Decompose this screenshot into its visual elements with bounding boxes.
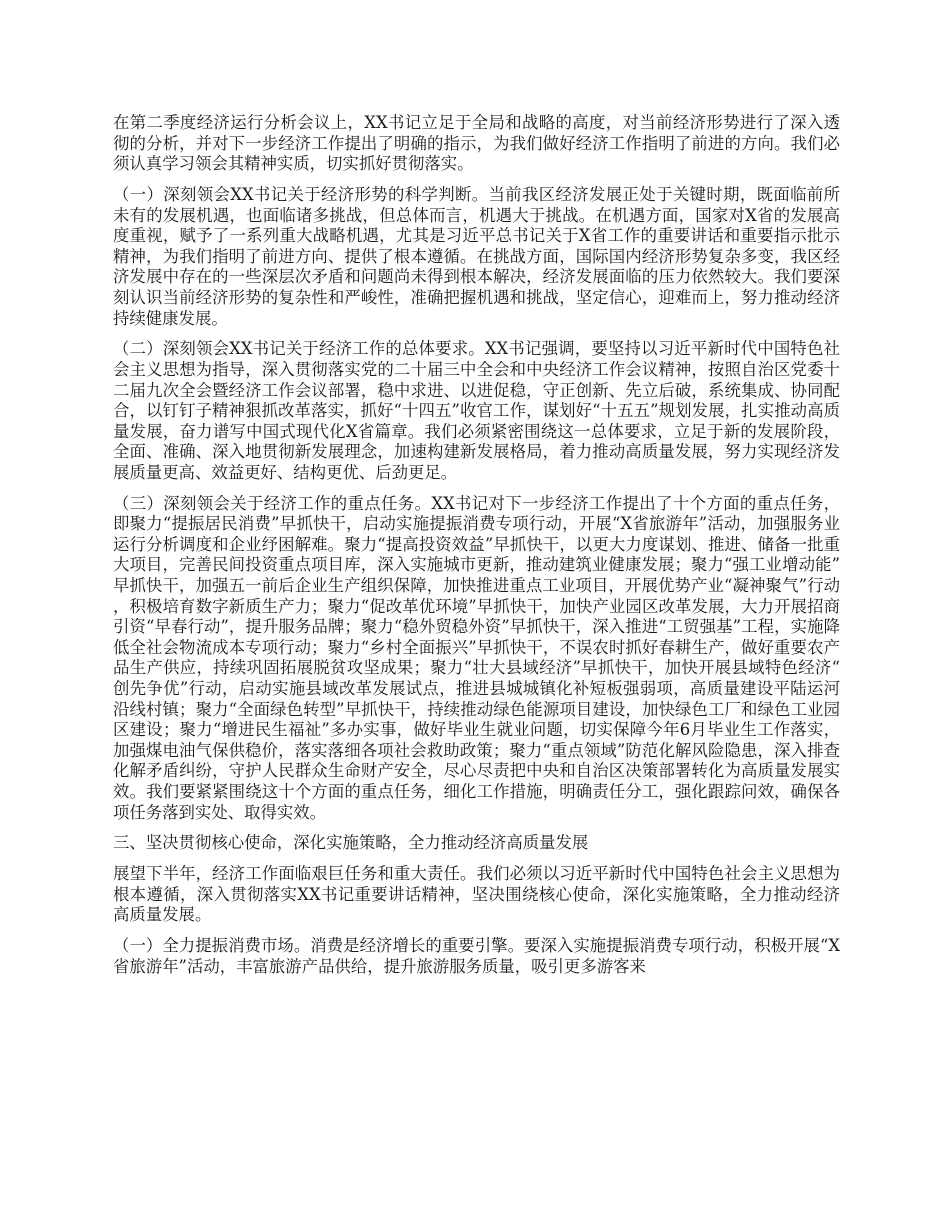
paragraph-key-tasks: （三）深刻领会关于经济工作的重点任务。XX书记对下一步经济工作提出了十个方面的重点任务，即聚力“提振居民消费”早抓快干，启动实施提振消费专项行动，开展“X省旅游年”活动，加强服务业运行分析调度和企业纾困解难。聚力“提高投资效益”早抓快干，以更大力度谋划、推进、储备一批重大项目，完善民间投资重点项目库，深入实施城市更新，推动建筑业健康发展；聚力“强工业增动能”早抓快干，加强五一前后企业生产组织保障，加快推进重点工业项目，开展优势产业“凝神聚气”行动，积极培育数字新质生产力；聚力“促改革优环境”早抓快干，加快产业园区改革发展，大力开展招商引资“早春行动”，提升服务品牌；聚力“稳外贸稳外资”早抓快干，深入推进“工贸强基”工程，实施降低全社会物流成本专项行动；聚力“乡村全面振兴”早抓快干，不误农时抓好春耕生产，做好重要农产品生产供应，持续巩固拓展脱贫攻坚成果；聚力“壮大县域经济”早抓快干，加快开展县域特色经济“创先争优”行动，启动实施县域改革发展试点，推进县城城镇化补短板强弱项，高质量建设平陆运河沿线村镇；聚力“全面绿色转型”早抓快干，持续推动绿色能源项目建设，加快绿色工厂和绿色工业园区建设；聚力“增进民生福祉”多办实事，做好毕业生就业问题，切实保障今年6月毕业生工作落实，加强煤电油气保供稳价，落实落细各项社会救助政策；聚力“重点领域”防范化解风险隐患，深入排查化解矛盾纠纷，守护人民群众生命财产安全，尽心尽责把中央和自治区决策部署转化为高质量发展实效。我们要紧紧围绕这十个方面的重点任务，细化工作措施，明确责任分工，强化跟踪问效，确保各项任务落到实处、取得实效。 xyxy=(113,493,840,822)
section-heading-three: 三、坚决贯彻核心使命，深化实施策略，全力推动经济高质量发展 xyxy=(113,833,589,853)
paragraph-boost-consumption: （一）全力提振消费市场。消费是经济增长的重要引擎。要深入实施提振消费专项行动，积极开展“X省旅游年”活动，丰富旅游产品供给，提升旅游服务质量，吸引更多游客来 xyxy=(113,936,840,976)
document-page xyxy=(113,113,840,977)
paragraph-economic-situation: （一）深刻领会XX书记关于经济形势的科学判断。当前我区经济发展正处于关键时期，既面临前所未有的发展机遇，也面临诸多挑战，但总体而言，机遇大于挑战。在机遇方面，国家对X省的发展高度重视，赋予了一系列重大战略机遇，尤其是习近平总书记关于X省工作的重要讲话和重要指示批示精神，为我们指明了前进方向、提供了根本遵循。在挑战方面，国际国内经济形势复杂多变，我区经济发展中存在的一些深层次矛盾和问题尚未得到根本解决，经济发展面临的压力依然较大。我们要深刻认识当前经济形势的复杂性和严峻性，准确把握机遇和挑战，坚定信心，迎难而上，努力推动经济持续健康发展。 xyxy=(113,184,840,328)
paragraph-general-requirements: （二）深刻领会XX书记关于经济工作的总体要求。XX书记强调，要坚持以习近平新时代中国特色社会主义思想为指导，深入贯彻落实党的二十届三中全会和中央经济工作会议精神，按照自治区党委十二届九次全会暨经济工作会议部署，稳中求进、以进促稳，守正创新、先立后破，系统集成、协同配合，以钉钉子精神狠抓改革落实，抓好“十四五”收官工作，谋划好“十五五”规划发展，扎实推动高质量发展，奋力谱写中国式现代化X省篇章。我们必须紧密围绕这一总体要求，立足于新的发展阶段，全面、准确、深入地贯彻新发展理念，加速构建新发展格局，着力推动高质量发展，努力实现经济发展质量更高、效益更好、结构更优、后劲更足。 xyxy=(113,339,840,482)
paragraph-intro: 在第二季度经济运行分析会议上，XX书记立足于全局和战略的高度，对当前经济形势进行了深入透彻的分析，并对下一步经济工作提出了明确的指示，为我们做好经济工作指明了前进的方向。我们必须认真学习领会其精神实质，切实抓好贯彻落实。 xyxy=(113,113,840,174)
paragraph-outlook: 展望下半年，经济工作面临艰巨任务和重大责任。我们必须以习近平新时代中国特色社会主义思想为根本遵循，深入贯彻落实XX书记重要讲话精神，坚决围绕核心使命，深化实施策略，全力推动经济高质量发展。 xyxy=(113,864,840,925)
